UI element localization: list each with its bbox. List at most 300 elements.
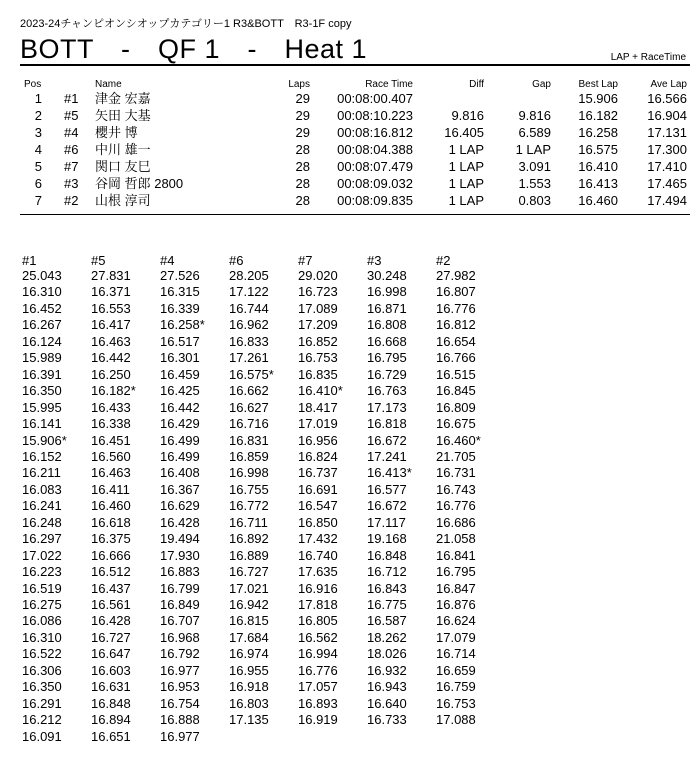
lap-row (0, 646, 700, 662)
lap-time-cell: 16.562 (298, 629, 338, 645)
lap-time-cell: 16.662 (229, 383, 269, 399)
lap-row (0, 334, 700, 350)
result-row (0, 92, 700, 106)
lap-time-cell: 16.463 (91, 465, 131, 481)
lap-time-cell: 16.831 (229, 432, 269, 448)
lap-row (0, 548, 700, 564)
lap-row (0, 350, 700, 366)
lap-time-cell: 17.021 (229, 580, 269, 596)
result-row (0, 160, 700, 174)
lap-time-cell: 17.684 (229, 629, 269, 645)
driver-name: 谷岡 哲郎 2800 (95, 176, 184, 191)
lap-time-cell: 16.631 (91, 679, 131, 695)
lap-time-cell: 16.841 (436, 547, 476, 563)
result-gap: 1.553 (518, 176, 551, 191)
result-bestlap: 16.258 (578, 125, 618, 140)
lap-time-cell: 16.291 (22, 695, 62, 711)
lap-time-cell: 16.919 (298, 712, 338, 728)
lap-time-cell: 16.955 (229, 662, 269, 678)
lap-row (0, 564, 700, 580)
lap-time-cell: 16.776 (298, 662, 338, 678)
lap-row (0, 498, 700, 514)
lap-time-cell: 16.776 (436, 300, 476, 316)
lap-time-cell: 16.182* (91, 383, 136, 399)
lap-time-cell: 16.339 (160, 300, 200, 316)
lap-time-cell: 16.301 (160, 350, 200, 366)
lap-time-cell: 16.522 (22, 646, 62, 662)
lap-time-cell: 16.998 (229, 465, 269, 481)
lap-time-cell: 16.916 (298, 580, 338, 596)
lap-time-cell: 30.248 (367, 268, 407, 283)
lap-time-cell: 17.022 (22, 547, 62, 563)
lap-time-cell: 27.526 (160, 268, 200, 283)
lap-time-cell: 16.417 (91, 317, 131, 333)
lap-time-cell: 16.953 (160, 679, 200, 695)
lap-time-cell: 16.250 (91, 366, 131, 382)
result-pos: 4 (34, 142, 42, 157)
lap-time-cell: 16.835 (298, 366, 338, 382)
lap-time-cell: 16.587 (367, 613, 407, 629)
lap-time-cell: 16.977 (160, 662, 200, 678)
header-divider (20, 64, 690, 66)
col-pos-header: Pos (24, 79, 42, 90)
lap-time-cell: 16.499 (160, 448, 200, 464)
result-racetime: 00:08:09.835 (337, 193, 413, 208)
lap-time-cell: 17.173 (367, 399, 407, 415)
lap-time-cell: 16.624 (436, 613, 476, 629)
lap-time-cell: 16.731 (436, 465, 476, 481)
lap-time-cell: 16.733 (367, 712, 407, 728)
lap-col-header: #5 (91, 253, 106, 268)
lap-time-cell: 16.338 (91, 416, 131, 432)
lap-time-cell: 17.818 (298, 597, 338, 612)
result-bestlap: 16.413 (578, 176, 618, 191)
lap-row (0, 301, 700, 317)
lap-time-cell: 16.998 (367, 284, 407, 300)
lap-time-cell: 16.712 (367, 564, 407, 580)
lap-time-cell: 16.753 (298, 350, 338, 366)
lap-time-cell: 16.753 (436, 695, 476, 711)
result-laps: 29 (295, 125, 310, 140)
kart-number: #7 (64, 159, 79, 174)
lap-time-cell: 17.261 (229, 350, 269, 366)
results-header-row (0, 78, 700, 92)
lap-time-cell: 16.672 (367, 498, 407, 514)
result-laps: 29 (295, 91, 310, 106)
lap-time-cell: 16.892 (229, 531, 269, 547)
lap-time-cell: 16.091 (22, 728, 62, 744)
lap-time-cell: 16.848 (367, 547, 407, 563)
lap-time-cell: 16.744 (229, 300, 269, 316)
result-racetime: 00:08:00.407 (337, 91, 413, 106)
lap-row (0, 383, 700, 399)
result-avelap: 17.465 (647, 176, 687, 191)
lap-time-cell: 16.850 (298, 514, 338, 530)
lap-row (0, 696, 700, 712)
driver-name: 中川 雄一 (95, 142, 151, 157)
lap-time-cell: 16.371 (91, 284, 131, 300)
lap-time-cell: 16.795 (436, 564, 476, 580)
lap-row (0, 284, 700, 300)
result-avelap: 17.410 (647, 159, 687, 174)
lap-row (0, 416, 700, 432)
result-bestlap: 16.575 (578, 142, 618, 157)
lap-time-cell: 16.849 (160, 597, 200, 612)
result-bestlap: 16.410 (578, 159, 618, 174)
result-avelap: 17.131 (647, 125, 687, 140)
lap-time-cell: 17.135 (229, 712, 269, 728)
result-laps: 28 (295, 159, 310, 174)
result-racetime: 00:08:09.032 (337, 176, 413, 191)
lap-time-cell: 16.714 (436, 646, 476, 662)
result-bestlap: 16.460 (578, 193, 618, 208)
lap-time-cell: 16.375 (91, 531, 131, 547)
lap-time-cell: 16.086 (22, 613, 62, 629)
result-avelap: 17.494 (647, 193, 687, 208)
lap-time-cell: 16.223 (22, 564, 62, 580)
result-gap: 9.816 (518, 108, 551, 123)
lap-time-cell: 16.675 (436, 416, 476, 432)
lap-time-cell: 16.716 (229, 416, 269, 432)
lap-col-header: #3 (367, 253, 382, 268)
lap-time-cell: 16.553 (91, 300, 131, 316)
result-row (0, 143, 700, 157)
result-laps: 28 (295, 193, 310, 208)
lap-time-cell: 16.413* (367, 465, 412, 481)
lap-time-cell: 28.205 (229, 268, 269, 283)
kart-number: #4 (64, 125, 79, 140)
lap-time-cell: 16.547 (298, 498, 338, 514)
lap-time-cell: 16.809 (436, 399, 476, 415)
lap-time-cell: 16.727 (91, 629, 131, 645)
page-title: BOTT - QF 1 - Heat 1 (20, 34, 368, 64)
lap-time-cell: 16.994 (298, 646, 338, 662)
lap-time-cell: 16.561 (91, 597, 131, 612)
driver-name: 関口 友巳 (95, 159, 151, 174)
lap-time-cell: 16.629 (160, 498, 200, 514)
lap-time-cell: 17.209 (298, 317, 338, 333)
result-pos: 7 (34, 193, 42, 208)
lap-racetime-label: LAP + RaceTime (610, 52, 686, 63)
lap-row (0, 729, 700, 745)
lap-time-cell: 16.740 (298, 547, 338, 563)
lap-time-cell: 16.711 (229, 514, 268, 530)
lap-time-cell: 16.517 (160, 333, 200, 349)
lap-time-cell: 16.918 (229, 679, 269, 695)
lap-time-cell: 16.350 (22, 383, 62, 399)
lap-time-cell: 16.124 (22, 333, 62, 349)
result-row (0, 109, 700, 123)
lap-time-cell: 17.088 (436, 712, 476, 728)
result-laps: 28 (295, 176, 310, 191)
lap-row (0, 400, 700, 416)
lap-time-cell: 16.763 (367, 383, 407, 399)
kart-number: #6 (64, 142, 79, 157)
result-laps: 29 (295, 108, 310, 123)
lap-time-cell: 16.737 (298, 465, 338, 481)
lap-time-cell: 16.666 (91, 547, 131, 563)
lap-time-cell: 16.808 (367, 317, 407, 333)
lap-time-cell: 16.729 (367, 366, 407, 382)
lap-time-cell: 16.893 (298, 695, 338, 711)
lap-col-header: #4 (160, 253, 175, 268)
result-diff: 1 LAP (448, 176, 484, 191)
result-diff: 1 LAP (448, 142, 484, 157)
lap-time-cell: 16.410* (298, 383, 343, 399)
lap-time-cell: 17.930 (160, 547, 200, 563)
lap-time-cell: 16.408 (160, 465, 200, 481)
result-gap: 0.803 (518, 193, 551, 208)
lap-time-cell: 16.651 (91, 728, 131, 744)
lap-time-cell: 15.989 (22, 350, 62, 366)
lap-row (0, 613, 700, 629)
lap-row (0, 433, 700, 449)
lap-time-cell: 15.995 (22, 399, 62, 415)
lap-time-cell: 16.152 (22, 448, 62, 464)
col-bestlap-header: Best Lap (578, 79, 618, 90)
lap-time-cell: 16.672 (367, 432, 407, 448)
result-laps: 28 (295, 142, 310, 157)
lap-time-cell: 16.795 (367, 350, 407, 366)
lap-time-cell: 16.499 (160, 432, 200, 448)
lap-time-cell: 16.824 (298, 448, 338, 464)
result-bestlap: 16.182 (578, 108, 618, 123)
lap-time-cell: 17.241 (367, 448, 407, 464)
lap-time-cell: 16.815 (229, 613, 269, 629)
lap-time-cell: 16.847 (436, 580, 476, 596)
lap-time-cell: 16.803 (229, 695, 269, 711)
lap-time-cell: 16.463 (91, 333, 131, 349)
result-racetime: 00:08:10.223 (337, 108, 413, 123)
lap-time-cell: 16.845 (436, 383, 476, 399)
lap-time-cell: 16.942 (229, 597, 269, 612)
lap-time-cell: 17.089 (298, 300, 338, 316)
lap-time-cell: 19.494 (160, 531, 200, 547)
lap-time-cell: 16.275 (22, 597, 62, 612)
lap-time-cell: 16.776 (436, 498, 476, 514)
lap-time-cell: 16.248 (22, 514, 62, 530)
lap-time-cell: 16.843 (367, 580, 407, 596)
lap-time-cell: 16.460* (436, 432, 481, 448)
lap-time-cell: 16.258* (160, 317, 205, 333)
lap-times-header-row (0, 253, 700, 269)
lap-row (0, 531, 700, 547)
col-name-header: Name (95, 79, 122, 90)
lap-time-cell: 16.577 (367, 481, 407, 497)
lap-time-cell: 16.659 (436, 662, 476, 678)
result-pos: 3 (34, 125, 42, 140)
lap-time-cell: 27.982 (436, 268, 476, 283)
lap-time-cell: 17.635 (298, 564, 338, 580)
kart-number: #3 (64, 176, 79, 191)
lap-time-cell: 21.058 (436, 531, 476, 547)
lap-time-cell: 16.723 (298, 284, 338, 300)
result-gap: 6.589 (518, 125, 551, 140)
lap-time-cell: 18.026 (367, 646, 407, 662)
lap-time-cell: 16.654 (436, 333, 476, 349)
lap-time-cell: 16.315 (160, 284, 200, 300)
lap-time-cell: 16.759 (436, 679, 476, 695)
lap-col-header: #6 (229, 253, 244, 268)
lap-time-cell: 16.428 (160, 514, 200, 530)
lap-row (0, 367, 700, 383)
result-pos: 1 (34, 91, 42, 106)
lap-time-cell: 16.310 (22, 629, 62, 645)
lap-time-cell: 16.618 (91, 514, 131, 530)
lap-time-cell: 18.417 (298, 399, 338, 415)
result-bestlap: 15.906 (578, 91, 618, 106)
lap-time-cell: 16.691 (298, 481, 338, 497)
lap-time-cell: 16.686 (436, 514, 476, 530)
results-bottom-divider (20, 214, 690, 215)
lap-time-cell: 16.442 (91, 350, 131, 366)
lap-row (0, 679, 700, 695)
lap-time-cell: 16.212 (22, 712, 62, 728)
lap-time-cell: 16.391 (22, 366, 62, 382)
lap-time-cell: 16.772 (229, 498, 269, 514)
lap-row (0, 268, 700, 284)
lap-time-cell: 16.350 (22, 679, 62, 695)
lap-time-cell: 16.888 (160, 712, 200, 728)
lap-time-cell: 16.807 (436, 284, 476, 300)
lap-time-cell: 16.974 (229, 646, 269, 662)
lap-time-cell: 16.805 (298, 613, 338, 629)
lap-time-cell: 16.668 (367, 333, 407, 349)
lap-time-cell: 17.432 (298, 531, 338, 547)
result-diff: 1 LAP (448, 159, 484, 174)
lap-time-cell: 16.894 (91, 712, 131, 728)
col-diff-header: Diff (469, 79, 484, 90)
lap-time-cell: 16.859 (229, 448, 269, 464)
result-racetime: 00:08:04.388 (337, 142, 413, 157)
result-diff: 9.816 (451, 108, 484, 123)
lap-time-cell: 16.727 (229, 564, 269, 580)
result-pos: 2 (34, 108, 42, 123)
lap-time-cell: 25.043 (22, 268, 62, 283)
result-pos: 6 (34, 176, 42, 191)
lap-time-cell: 16.799 (160, 580, 200, 596)
lap-time-cell: 19.168 (367, 531, 407, 547)
result-avelap: 16.904 (647, 108, 687, 123)
kart-number: #2 (64, 193, 79, 208)
lap-time-cell: 16.627 (229, 399, 269, 415)
lap-time-cell: 27.831 (91, 268, 131, 283)
result-pos: 5 (34, 159, 42, 174)
lap-time-cell: 29.020 (298, 268, 338, 283)
result-racetime: 00:08:16.812 (337, 125, 413, 140)
lap-time-cell: 16.411 (91, 481, 130, 497)
lap-col-header: #7 (298, 253, 313, 268)
lap-time-cell: 16.433 (91, 399, 131, 415)
lap-time-cell: 16.515 (436, 366, 476, 382)
lap-time-cell: 16.943 (367, 679, 407, 695)
lap-time-cell: 15.906* (22, 432, 67, 448)
lap-time-cell: 16.889 (229, 547, 269, 563)
lap-time-cell: 16.852 (298, 333, 338, 349)
lap-time-cell: 16.241 (22, 498, 62, 514)
lap-time-cell: 16.743 (436, 481, 476, 497)
lap-col-header: #1 (22, 253, 37, 268)
result-gap: 3.091 (518, 159, 551, 174)
lap-time-cell: 16.962 (229, 317, 269, 333)
lap-time-cell: 16.437 (91, 580, 131, 596)
lap-time-cell: 16.425 (160, 383, 200, 399)
lap-time-cell: 17.117 (367, 514, 406, 530)
driver-name: 津金 宏嘉 (95, 91, 151, 106)
lap-time-cell: 16.775 (367, 597, 407, 612)
lap-row (0, 597, 700, 613)
result-row (0, 126, 700, 140)
lap-time-cell: 16.310 (22, 284, 62, 300)
lap-time-cell: 16.306 (22, 662, 62, 678)
col-racetime-header: Race Time (365, 79, 413, 90)
lap-time-cell: 16.429 (160, 416, 200, 432)
lap-row (0, 465, 700, 481)
col-laps-header: Laps (288, 79, 310, 90)
lap-time-cell: 16.451 (91, 432, 131, 448)
lap-col-header: #2 (436, 253, 451, 268)
lap-row (0, 482, 700, 498)
lap-time-cell: 16.141 (22, 416, 62, 432)
lap-time-cell: 16.707 (160, 613, 200, 629)
lap-time-cell: 16.519 (22, 580, 62, 596)
lap-time-cell: 16.367 (160, 481, 200, 497)
lap-row (0, 581, 700, 597)
lap-time-cell: 16.755 (229, 481, 269, 497)
lap-time-cell: 16.083 (22, 481, 62, 497)
result-diff: 1 LAP (448, 193, 484, 208)
lap-time-cell: 16.833 (229, 333, 269, 349)
kart-number: #5 (64, 108, 79, 123)
result-diff: 16.405 (444, 125, 484, 140)
lap-time-cell: 16.968 (160, 629, 200, 645)
lap-row (0, 449, 700, 465)
lap-time-cell: 16.459 (160, 366, 200, 382)
lap-time-cell: 16.452 (22, 300, 62, 316)
lap-row (0, 630, 700, 646)
lap-row (0, 317, 700, 333)
lap-time-cell: 18.262 (367, 629, 407, 645)
lap-time-cell: 16.871 (367, 300, 407, 316)
lap-row (0, 663, 700, 679)
event-subtitle: 2023-24チャンピオンシオップカテゴリー1 R3&BOTT R3-1F copy (20, 18, 352, 30)
lap-time-cell: 17.079 (436, 629, 476, 645)
lap-time-cell: 16.932 (367, 662, 407, 678)
lap-row (0, 712, 700, 728)
lap-time-cell: 16.640 (367, 695, 407, 711)
kart-number: #1 (64, 91, 79, 106)
lap-time-cell: 17.057 (298, 679, 338, 695)
col-avelap-header: Ave Lap (650, 79, 687, 90)
driver-name: 櫻井 博 (95, 125, 138, 140)
lap-time-cell: 16.977 (160, 728, 200, 744)
result-gap: 1 LAP (515, 142, 551, 157)
lap-row (0, 515, 700, 531)
driver-name: 山根 淳司 (95, 193, 151, 208)
driver-name: 矢田 大基 (95, 108, 151, 123)
lap-time-cell: 16.792 (160, 646, 200, 662)
lap-time-cell: 17.019 (298, 416, 338, 432)
lap-time-cell: 16.560 (91, 448, 131, 464)
lap-time-cell: 16.956 (298, 432, 338, 448)
lap-time-cell: 16.460 (91, 498, 131, 514)
lap-time-cell: 16.766 (436, 350, 476, 366)
result-avelap: 16.566 (647, 91, 687, 106)
result-row (0, 194, 700, 208)
lap-time-cell: 16.442 (160, 399, 200, 415)
lap-time-cell: 16.647 (91, 646, 131, 662)
lap-time-cell: 16.267 (22, 317, 62, 333)
